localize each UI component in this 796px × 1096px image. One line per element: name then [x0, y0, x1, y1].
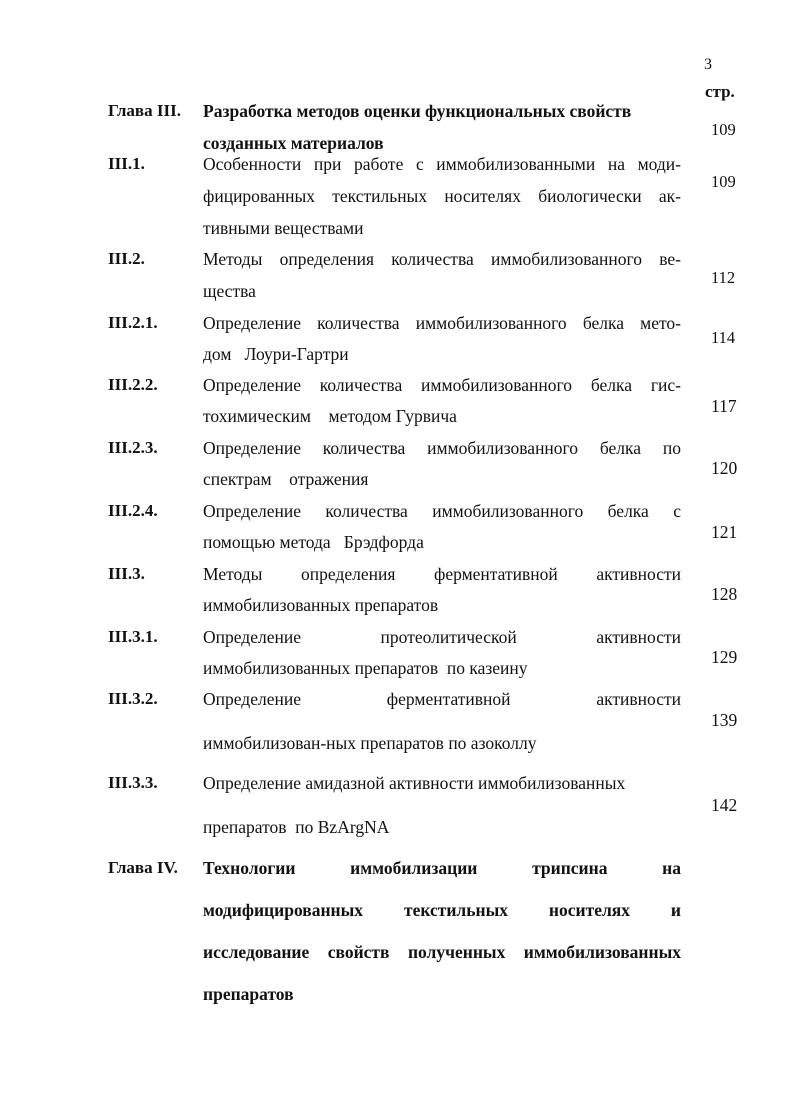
toc-entry-title-line: иммобилизованных препаратов [203, 595, 439, 615]
toc-entry-title-line: Определение количества иммобилизованного белка гис- [203, 375, 681, 395]
toc-entry-title-line: Методы определения ферментативной активности [203, 564, 681, 584]
toc-entry-page: 139 [711, 710, 738, 730]
toc-entry-title-line: иммобилизован-ных препаратов по азоколлу [203, 733, 537, 753]
toc-entry-number: III.1. [108, 154, 145, 173]
toc-entry-page: 128 [711, 584, 738, 604]
toc-entry-page: 109 [711, 172, 736, 191]
toc-entry-title-line: препаратов по BzArgNA [203, 817, 390, 837]
toc-entry-title-line: Определение ферментативной активности [203, 689, 681, 709]
toc-entry-number: III.2. [108, 249, 145, 268]
toc-entry-number: Глава III. [108, 101, 181, 120]
toc-entry-title-line: иммобилизованных препаратов по казеину [203, 658, 528, 678]
toc-entry-number: III.3.2. [108, 689, 158, 708]
toc-entry-title-line: Разработка методов оценки функциональных свойств [203, 101, 632, 121]
toc-entry-title-line: Методы определения количества иммобилизованного ве- [203, 249, 681, 269]
toc-entry-title-line: Определение количества иммобилизованного белка по [203, 438, 681, 458]
toc-entry-page: 112 [711, 268, 736, 287]
toc-entry-page: 129 [711, 647, 738, 667]
toc-entry-page: 121 [711, 522, 738, 542]
toc-entry-page: 117 [711, 396, 737, 416]
toc-entry-number: III.2.1. [108, 313, 158, 332]
toc-entry-title-line: дом Лоури-Гартри [203, 344, 349, 364]
toc-entry-title-line: Особенности при работе с иммобилизованными на моди- [203, 154, 681, 174]
toc-entry-title-line: препаратов [203, 984, 294, 1004]
toc-entry-page: 120 [711, 458, 738, 478]
toc-entry-number: III.3. [108, 564, 145, 583]
toc-entry-number: III.2.2. [108, 375, 158, 394]
toc-entry-title-line: исследование свойств полученных иммобилизованных [203, 942, 681, 962]
toc-entry-title-line: тивными веществами [203, 218, 364, 238]
toc-entry-number: III.2.4. [108, 501, 158, 520]
toc-entry-title-line: Определение протеолитической активности [203, 627, 681, 647]
toc-entry-title-line: фицированных текстильных носителях биологически ак- [203, 186, 681, 206]
page-column-header: стр. [705, 82, 735, 101]
toc-entry-title-line: созданных материалов [203, 133, 384, 153]
toc-entry-title-line: помощью метода Брэдфорда [203, 532, 424, 552]
toc-entry-title-line: Определение количества иммобилизованного белка с [203, 501, 681, 521]
toc-entry-page: 109 [711, 120, 736, 139]
toc-entry-page: 142 [711, 795, 738, 815]
page-number: 3 [704, 56, 712, 73]
toc-entry-title-line: Определение амидазной активности иммобилизованных [203, 773, 626, 793]
toc-entry-number: III.3.1. [108, 627, 158, 646]
toc-entry-number: III.2.3. [108, 438, 158, 457]
toc-entry-title-line: тохимическим методом Гурвича [203, 406, 457, 426]
toc-entry-title-line: спектрам отражения [203, 469, 369, 489]
toc-entry-number: Глава IV. [108, 858, 178, 877]
toc-entry-number: III.3.3. [108, 773, 158, 792]
toc-entry-title-line: модифицированных текстильных носителях и [203, 900, 681, 920]
toc-entry-title-line: Технологии иммобилизации трипсина на [203, 858, 681, 878]
toc-entry-title-line: щества [203, 281, 256, 301]
toc-entry-title-line: Определение количества иммобилизованного белка мето- [203, 313, 681, 333]
toc-entry-page: 114 [711, 328, 736, 347]
